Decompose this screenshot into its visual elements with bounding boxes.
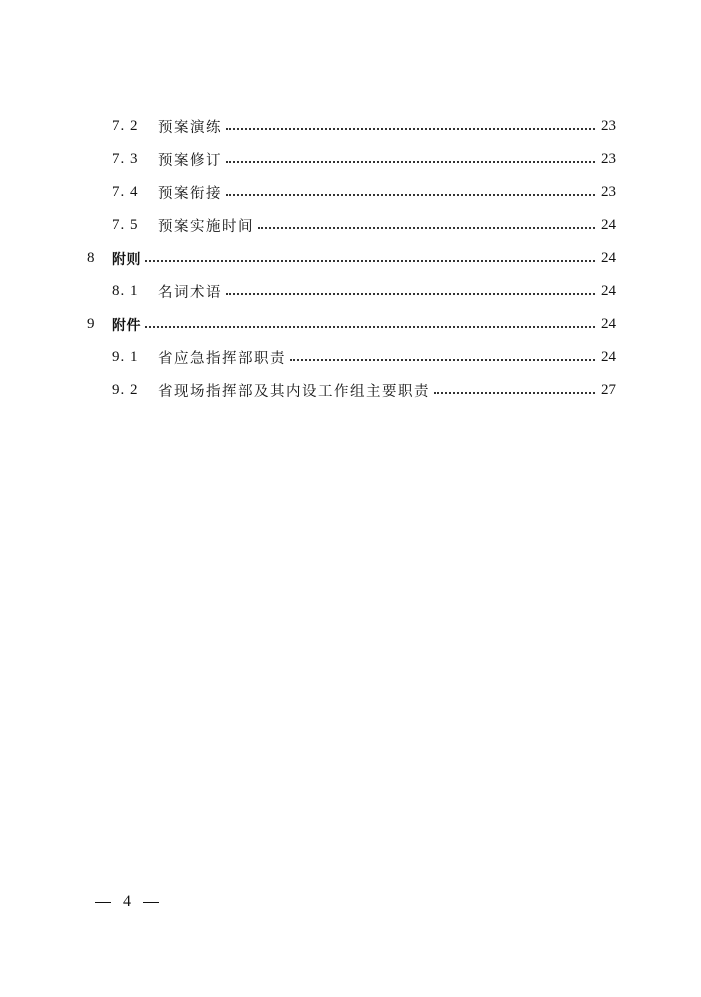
- toc-entry-number: 7. 3: [112, 151, 139, 167]
- toc-leader-dots: [434, 390, 595, 394]
- footer-dash-left: [95, 902, 111, 903]
- toc-entry-number: 9: [87, 316, 96, 332]
- toc-entry-title: 名词术语: [158, 281, 224, 302]
- toc-entry-page: 24: [601, 349, 616, 365]
- toc-entry-page: 24: [601, 250, 616, 266]
- toc-entry-title: 预案修订: [158, 149, 224, 170]
- toc-leader-dots: [226, 126, 595, 130]
- toc-entry-number: 8. 1: [112, 283, 139, 299]
- toc-entry-9[interactable]: [0, 308, 701, 341]
- toc-entry-page: 23: [601, 118, 616, 134]
- toc-entry-8[interactable]: [0, 242, 701, 275]
- toc-leader-dots: [226, 291, 595, 295]
- toc-entry-page: 24: [601, 316, 616, 332]
- toc-leader-dots: [145, 324, 595, 328]
- toc-entry-page: 24: [601, 217, 616, 233]
- toc-entry-number: 7. 5: [112, 217, 139, 233]
- toc-entry-title: 预案演练: [158, 116, 224, 137]
- toc-entry-number: 9. 1: [112, 349, 139, 365]
- toc-entry-title: 省现场指挥部及其内设工作组主要职责: [158, 380, 432, 401]
- toc-entry-title: 附则: [112, 249, 143, 269]
- toc-entry-7-5[interactable]: [0, 209, 701, 242]
- toc-leader-dots: [258, 225, 595, 229]
- toc-entry-page: 23: [601, 184, 616, 200]
- toc-entry-number: 7. 2: [112, 118, 139, 134]
- toc-entry-7-2[interactable]: [0, 110, 701, 143]
- toc-leader-dots: [145, 258, 595, 262]
- toc-entry-title: 省应急指挥部职责: [158, 347, 288, 368]
- page-number: 4: [123, 893, 131, 910]
- toc-entry-number: 9. 2: [112, 382, 139, 398]
- toc-entry-number: 7. 4: [112, 184, 139, 200]
- toc-entry-title: 预案实施时间: [158, 215, 256, 236]
- toc-entry-title: 预案衔接: [158, 182, 224, 203]
- toc-leader-dots: [226, 159, 595, 163]
- toc-leader-dots: [290, 357, 595, 361]
- footer-dash-right: [143, 902, 159, 903]
- toc-entry-7-3[interactable]: [0, 143, 701, 176]
- toc-entry-9-1[interactable]: [0, 341, 701, 374]
- toc-entry-9-2[interactable]: [0, 374, 701, 407]
- toc-entry-page: 24: [601, 283, 616, 299]
- toc-entry-7-4[interactable]: [0, 176, 701, 209]
- toc-entry-title: 附件: [112, 315, 143, 335]
- toc-entry-page: 27: [601, 382, 616, 398]
- toc-entry-page: 23: [601, 151, 616, 167]
- toc-entry-8-1[interactable]: [0, 275, 701, 308]
- page-footer: [95, 893, 159, 911]
- toc-leader-dots: [226, 192, 595, 196]
- toc-entry-number: 8: [87, 250, 96, 266]
